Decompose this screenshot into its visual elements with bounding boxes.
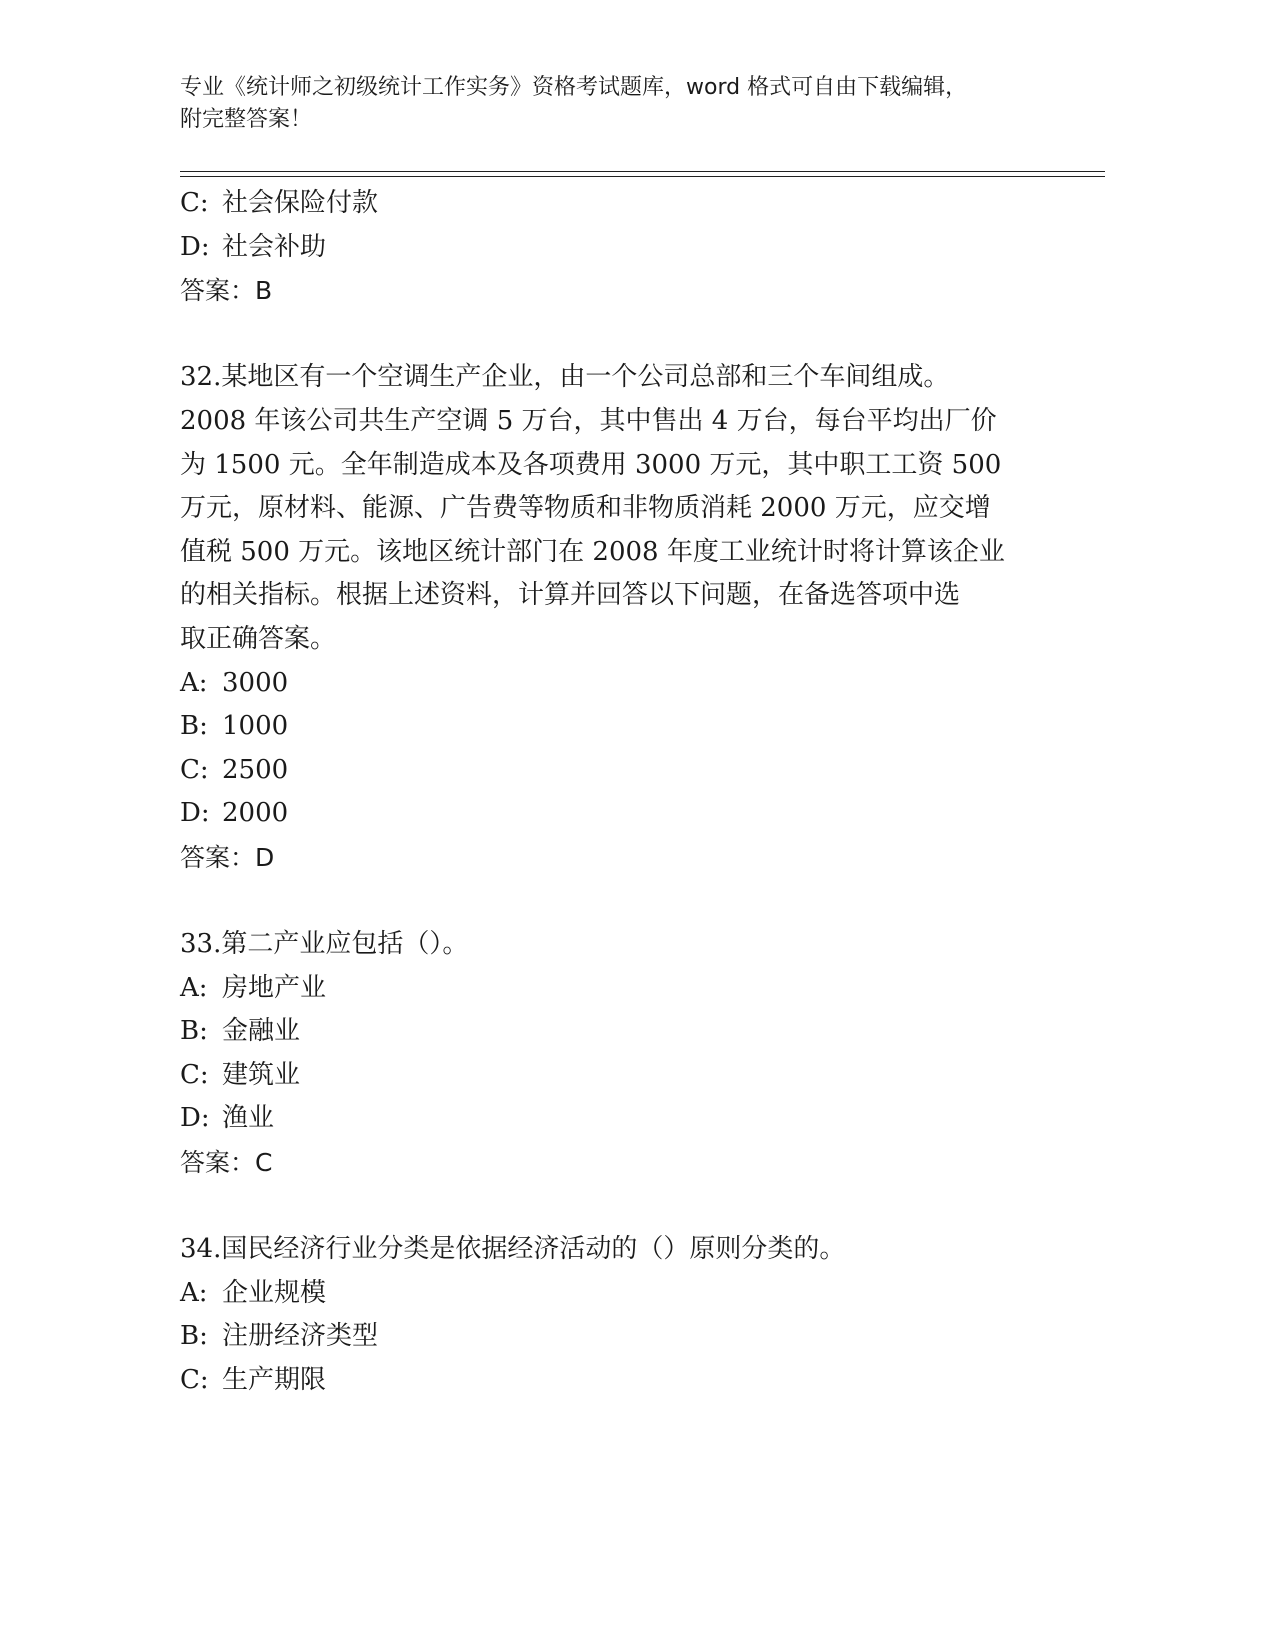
option-b	[180, 1315, 1040, 1359]
option-letter: C:	[180, 754, 209, 785]
page-header	[180, 72, 1080, 136]
option-a	[180, 1272, 1040, 1316]
question-text-line: 值税 500 万元。该地区统计部门在 2008 年度工业统计时将计算该企业	[180, 536, 1005, 567]
option-a	[180, 967, 1040, 1011]
spacer	[180, 1185, 1040, 1229]
header-divider-bottom	[180, 176, 1105, 177]
question-text-line: 32.某地区有一个空调生产企业，由一个公司总部和三个车间组成。	[180, 362, 950, 393]
option-text: 金融业	[222, 1016, 301, 1047]
answer-line: 答案：D	[180, 842, 275, 872]
option-letter: B:	[180, 711, 208, 742]
option-text: 1000	[222, 711, 289, 742]
option-b	[180, 1010, 1040, 1054]
previous-question-options	[180, 182, 1040, 313]
option-text: 社会保险付款	[222, 188, 379, 218]
option-text: 社会补助	[222, 231, 327, 262]
option-letter: C:	[180, 1365, 209, 1396]
option-text: 2000	[222, 798, 289, 829]
option-text: 生产期限	[222, 1365, 327, 1396]
option-text: 房地产业	[222, 972, 327, 1003]
option-letter: A:	[180, 1277, 208, 1308]
option-letter: D:	[180, 798, 210, 829]
question-34	[180, 1228, 1040, 1402]
spacer	[180, 313, 1040, 357]
option-text: 注册经济类型	[222, 1321, 379, 1352]
answer-line: 答案：B	[180, 276, 273, 306]
option-text: 2500	[222, 754, 289, 785]
option-letter: A:	[180, 667, 208, 698]
option-c	[180, 1054, 1040, 1098]
question-text: 33.第二产业应包括（）。	[180, 929, 469, 960]
option-a	[180, 662, 1040, 706]
question-32	[180, 356, 1040, 879]
option-d	[180, 792, 1040, 836]
question-text: 34.国民经济行业分类是依据经济活动的（）原则分类的。	[180, 1234, 846, 1265]
option-text: 渔业	[222, 1103, 275, 1134]
option-letter: D:	[180, 231, 210, 262]
option-c	[180, 1359, 1040, 1403]
option-letter: B:	[180, 1016, 208, 1047]
spacer	[180, 880, 1040, 924]
option-text: 3000	[222, 667, 289, 698]
question-33	[180, 923, 1040, 1185]
option-b	[180, 705, 1040, 749]
question-text-line: 万元，原材料、能源、广告费等物质和非物质消耗 2000 万元，应交增	[180, 493, 991, 524]
question-text-line: 2008 年该公司共生产空调 5 万台，其中售出 4 万台，每台平均出厂价	[180, 405, 997, 436]
option-d	[180, 226, 1040, 270]
answer-line: 答案：C	[180, 1148, 273, 1178]
option-c	[180, 182, 1040, 226]
option-text: 企业规模	[222, 1277, 327, 1308]
option-letter: C:	[180, 1059, 209, 1090]
option-letter: A:	[180, 972, 208, 1003]
header-divider-top	[180, 171, 1105, 172]
question-text-line: 的相关指标。根据上述资料，计算并回答以下问题，在备选答项中选	[180, 580, 961, 611]
question-text-line: 取正确答案。	[180, 623, 337, 654]
option-letter: D:	[180, 1103, 210, 1134]
question-content	[180, 182, 1040, 1403]
option-c	[180, 749, 1040, 793]
option-d	[180, 1097, 1040, 1141]
option-text: 建筑业	[222, 1059, 301, 1090]
option-letter: B:	[180, 1321, 208, 1352]
option-letter: C:	[180, 188, 209, 218]
question-text-line: 为 1500 元。全年制造成本及各项费用 3000 万元，其中职工工资 500	[180, 449, 1002, 480]
header-title-line-2: 附完整答案！	[180, 107, 313, 132]
header-title-line-1: 专业《统计师之初级统计工作实务》资格考试题库，word 格式可自由下载编辑，	[180, 75, 968, 100]
